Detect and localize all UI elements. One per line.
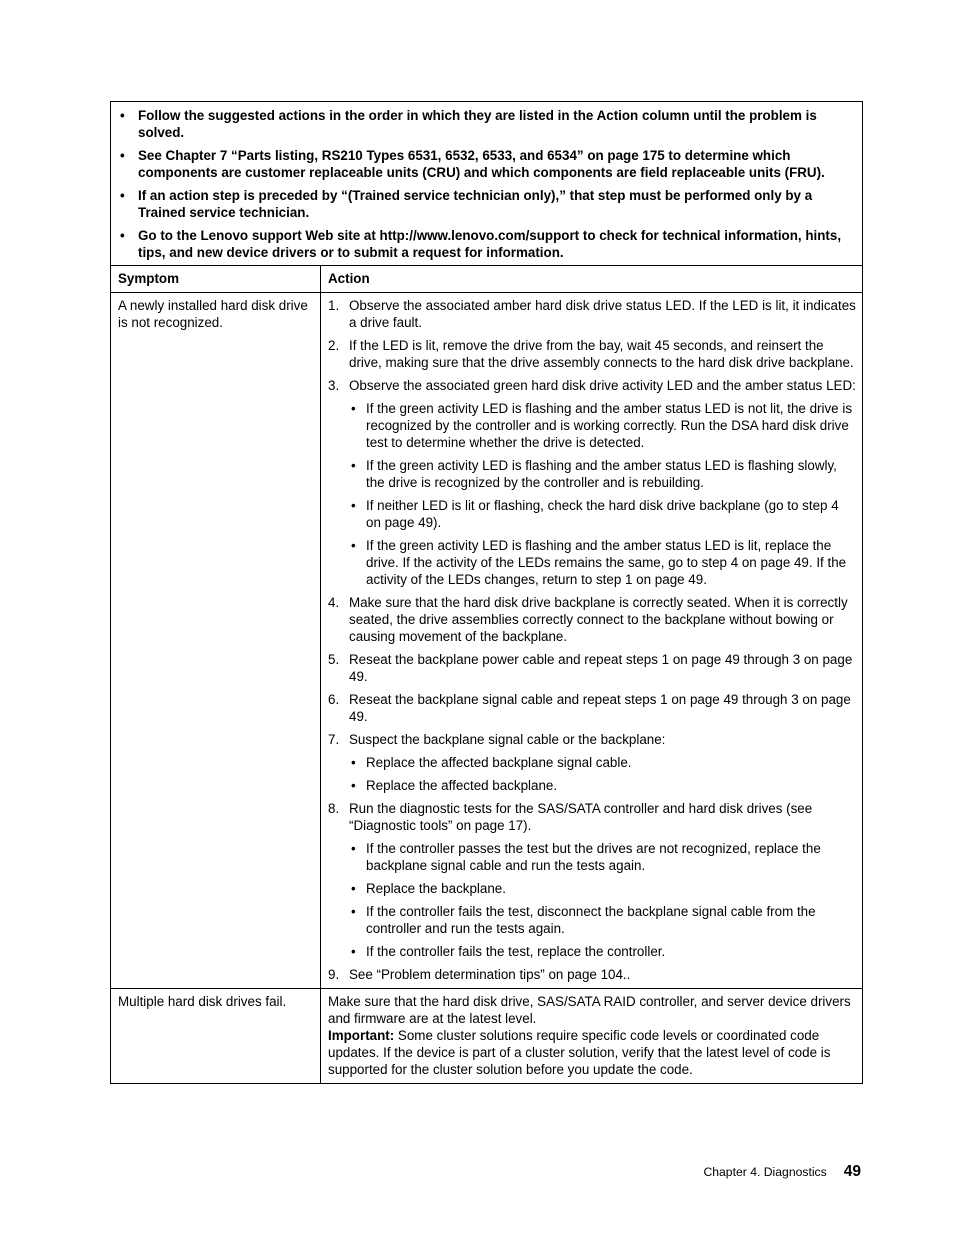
sub-bullet-text: Replace the backplane. [366,881,506,896]
sub-bullet [349,840,856,874]
action-step [328,800,856,834]
bullet: • [351,458,356,473]
sub-bullet [349,903,856,937]
action-step [328,377,856,394]
note-item [119,147,854,181]
action-step [328,691,856,725]
action-step [328,651,856,685]
bullet: • [351,841,356,856]
step-text: If the LED is lit, remove the drive from the bay, wait 45 seconds, and reinsert the drive, making sure that the drive assembly connects to the hard disk drive backplane. [349,338,854,370]
action-step [328,731,856,748]
action-step [328,966,856,983]
important-note [328,1027,856,1078]
bullet: • [351,778,356,793]
troubleshooting-table [110,101,863,1084]
note-text: Follow the suggested actions in the order in which they are listed in the Action column until the problem is solved. [138,108,817,140]
page-number: 49 [843,1163,861,1180]
sub-bullet-text: Replace the affected backplane signal cable. [366,755,632,770]
bullet: • [351,538,356,553]
sub-bullet [349,777,856,794]
sub-bullet-text: Replace the affected backplane. [366,778,558,793]
sub-bullet [349,457,856,491]
step-number: 1. [328,298,340,313]
action-header: Action [328,271,370,286]
important-label: Important: [328,1028,395,1043]
action-paragraph: Make sure that the hard disk drive, SAS/SATA RAID controller, and server device drivers and firmware are at the latest level. [328,994,851,1026]
symptom-header: Symptom [111,266,321,292]
sub-bullet [349,754,856,771]
sub-bullet-text: If the controller fails the test, disconnect the backplane signal cable from the controller and run the tests again. [366,904,816,936]
note-item [119,107,854,141]
action-cell [321,989,862,1083]
sub-bullet-text: If the green activity LED is flashing and the amber status LED is flashing slowly, the drive is recognized by the controller and is rebuilding. [366,458,837,490]
sub-bullet-text: If neither LED is lit or flashing, check the hard disk drive backplane (go to step 4 on page 49). [366,498,839,530]
note-text: Go to the Lenovo support Web site at http://www.lenovo.com/support to check for technical information, hints, tips, and new device drivers or to submit a request for information. [138,228,842,260]
step-number: 7. [328,732,340,747]
step-number: 6. [328,692,340,707]
bullet: • [351,904,356,919]
sub-bullet [349,943,856,960]
action-cell [321,293,862,988]
step-number: 9. [328,967,340,982]
action-step [328,297,856,331]
bullet: • [351,401,356,416]
step-text: Reseat the backplane signal cable and repeat steps 1 on page 49 through 3 on page 49. [349,692,851,724]
step-number: 2. [328,338,340,353]
action-step [328,594,856,645]
bullet: • [120,148,125,163]
bullet: • [120,108,125,123]
note-text: See Chapter 7 “Parts listing, RS210 Types 6531, 6532, 6533, and 6534” on page 175 to determine which components are customer replaceable units (CRU) and which components are field replaceable units (FRU). [138,148,825,180]
page-footer [703,1163,861,1181]
bullet: • [351,498,356,513]
step-text: Run the diagnostic tests for the SAS/SATA controller and hard disk drives (see “Diagnostic tools” on page 17). [349,801,813,833]
step-number: 5. [328,652,340,667]
step-text: Suspect the backplane signal cable or the backplane: [349,732,666,747]
important-text: Some cluster solutions require specific code levels or coordinated code updates. If the device is part of a cluster solution, verify that the latest level of code is supported for the cluster solution before you update the code. [328,1028,831,1077]
note-item [119,227,854,261]
sub-bullet [349,497,856,531]
sub-bullet-text: If the green activity LED is flashing and the amber status LED is lit, replace the drive. If the activity of the LEDs remains the same, go to step 4 on page 49. If the activity of the LEDs changes, return to step 1 on page 49. [366,538,847,587]
sub-bullet-text: If the green activity LED is flashing and the amber status LED is not lit, the drive is recognized by the controller and is working correctly. Run the DSA hard disk drive test to determine whether the drive is detected. [366,401,853,450]
header-row [111,266,862,292]
table-row [111,988,862,1083]
step-text: See “Problem determination tips” on page 104.. [349,967,631,982]
sub-bullet-text: If the controller passes the test but the drives are not recognized, replace the backplane signal cable and run the tests again. [366,841,821,873]
step-number: 8. [328,801,340,816]
sub-bullet [349,400,856,451]
sub-bullet-text: If the controller fails the test, replace the controller. [366,944,666,959]
sub-bullet [349,537,856,588]
notes-section [111,102,862,266]
step-text: Reseat the backplane power cable and repeat steps 1 on page 49 through 3 on page 49. [349,652,853,684]
note-text: If an action step is preceded by “(Trained service technician only),” that step must be performed only by a Trained service technician. [138,188,813,220]
bullet: • [120,228,125,243]
symptom-cell: A newly installed hard disk drive is not recognized. [111,293,321,988]
note-item [119,187,854,221]
bullet: • [120,188,125,203]
bullet: • [351,944,356,959]
bullet: • [351,881,356,896]
step-text: Observe the associated amber hard disk drive status LED. If the LED is lit, it indicates a drive fault. [349,298,856,330]
symptom-cell: Multiple hard disk drives fail. [111,989,321,1083]
step-text: Observe the associated green hard disk drive activity LED and the amber status LED: [349,378,856,393]
step-number: 4. [328,595,340,610]
bullet: • [351,755,356,770]
chapter-label: Chapter 4. Diagnostics [703,1165,827,1179]
sub-bullet [349,880,856,897]
step-number: 3. [328,378,340,393]
step-text: Make sure that the hard disk drive backplane is correctly seated. When it is correctly seated, the drive assemblies correctly connect to the backplane without bowing or causing movement of the backplane. [349,595,848,644]
table-row [111,292,862,988]
action-step [328,337,856,371]
